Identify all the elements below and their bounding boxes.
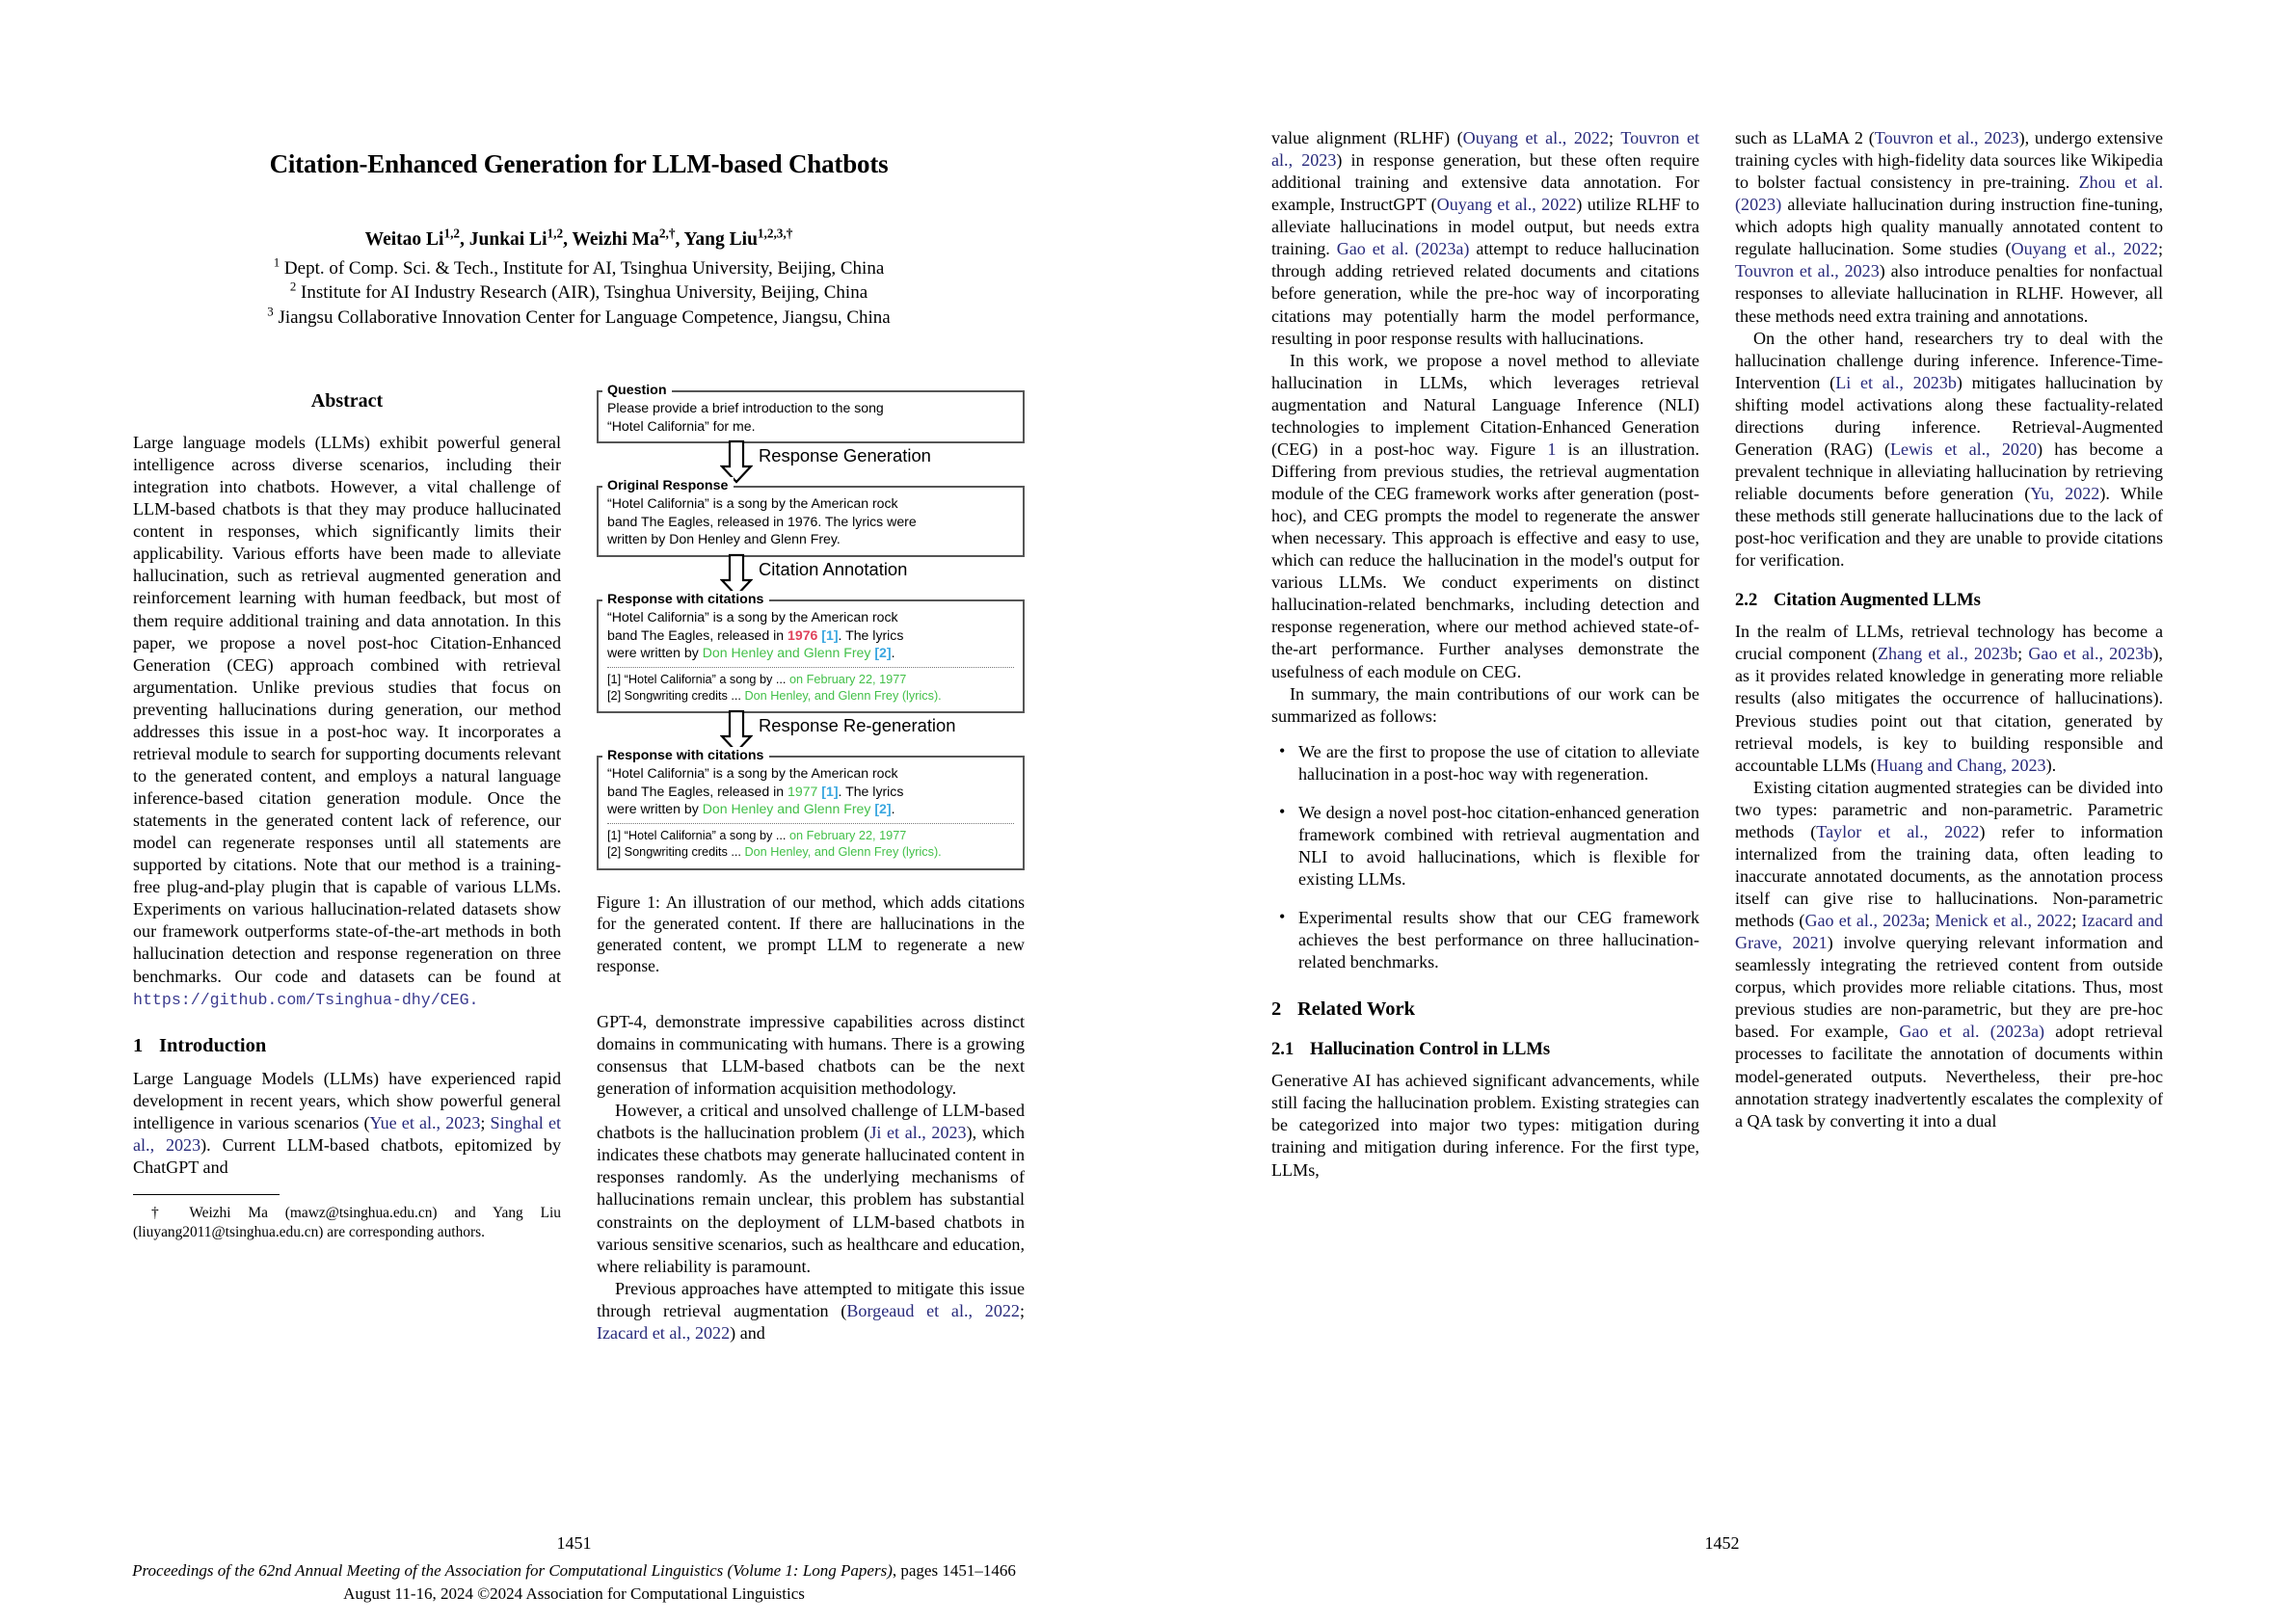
panel-divider	[607, 667, 1014, 668]
subsection-heading-citation-augmented-llms: 2.2 Citation Augmented LLMs	[1735, 590, 1981, 611]
citation-link[interactable]: Gao et al., 2023b	[2028, 644, 2153, 664]
figure-panel-original-response	[597, 478, 1025, 557]
citation-marker-1: [1]	[821, 783, 839, 799]
corrected-year: 1977	[788, 783, 818, 799]
reference-line-1: [1] “Hotel California” a song by ... on February 22, 1977	[607, 829, 907, 843]
panel-tag-original-response: Original Response	[602, 477, 734, 495]
citation-link[interactable]: Ouyang et al., 2022	[2011, 239, 2158, 259]
affiliation-2: $^2$ Institute for AI Industry Research (AIR), Tsinghua University, Beijing, China	[289, 279, 868, 304]
citation-link[interactable]: Zhou et al. (2023)	[1735, 173, 2163, 215]
p2-c2-paragraph-1: such as LLaMA 2 (Touvron et al., 2023), undergo extensive training cycles with high-fidelity data sources like Wikipedia to bolster factual consistency in pre-training. Zhou et al. (2023) alleviate hallucination during instruction fine-tuning, which adopts high quality manually annotated content to regulate hallucination. Some studies (Ouyang et al., 2022; Touvron et al., 2023) also introduce penalties for nonfactual responses to alleviate hallucination in RLHF. However, all these methods need extra training and annotations.	[1735, 128, 2163, 326]
citation-link[interactable]: Singhal et al., 2023	[133, 1112, 562, 1155]
p2-c2-paragraph-3: In the realm of LLMs, retrieval technology has become a crucial component (Zhang et al., 2023b; Gao et al., 2023b), as it provides related knowledge in generating more reliable results (also mitigates the occurrence of hallucinations). Previous studies point out that citation, generated by retrieval models, is key to building responsible and accountable LLMs (Huang and Chang, 2023).	[1735, 622, 2163, 775]
reference-line-1: [1] “Hotel California” a song by ... on February 22, 1977	[607, 672, 907, 686]
citation-link[interactable]: Ouyang et al., 2022	[1462, 128, 1610, 147]
cited-resp-line-2: band The Eagles, released in 1976 [1]. The lyrics	[607, 626, 904, 643]
citation-link[interactable]: Huang and Chang, 2023	[1876, 755, 2046, 775]
flow-label-response-generation: Response Generation	[759, 445, 931, 466]
citation-marker-2: [2]	[874, 801, 892, 817]
bullet-icon: •	[1279, 907, 1286, 927]
regen-resp-line-2: band The Eagles, released in 1977 [1]. The lyrics	[607, 783, 904, 799]
figure-panel-response-with-citations-after	[597, 748, 1025, 869]
column-left	[133, 390, 561, 1344]
citation-link[interactable]: Menick et al., 2022	[1935, 911, 2072, 931]
citation-link[interactable]: Ji et al., 2023	[869, 1123, 967, 1143]
citation-link[interactable]: Lewis et al., 2020	[1890, 439, 2038, 459]
paper-header	[133, 0, 1025, 330]
list-item: • Experimental results show that our CEG framework achieves the best performance on three hallucination-related benchmarks.	[1279, 907, 1699, 972]
subsection-heading-hallucination-control: 2.1 Hallucination Control in LLMs	[1271, 1039, 1551, 1060]
column-left	[1271, 127, 1699, 1182]
citation-link[interactable]: Touvron et al., 2023	[1271, 128, 1700, 171]
citation-link[interactable]: Touvron et al., 2023	[1735, 261, 1880, 281]
proceedings-line-2: August 11-16, 2024 ©2024 Association for Computational Linguistics	[343, 1583, 805, 1603]
section-heading-related-work: 2 Related Work	[1271, 998, 1416, 1021]
abstract-heading: Abstract	[310, 390, 384, 412]
page-1452-columns	[1271, 127, 2163, 1182]
regen-resp-line-3: were written by Don Henley and Glenn Frey [2].	[607, 801, 895, 817]
list-item: • We design a novel post-hoc citation-enhanced generation framework combined with retrieval augmentation and NLI to avoid hallucinations, which is flexible for existing LLMs.	[1279, 801, 1699, 889]
panel-tag-response-with-citations: Response with citations	[602, 591, 769, 609]
citation-link[interactable]: Zhang et al., 2023b	[1878, 644, 2018, 664]
spacer	[597, 976, 1025, 990]
citation-link[interactable]: Ouyang et al., 2022	[1436, 195, 1577, 215]
figure-reference-link[interactable]: 1	[1547, 439, 1557, 459]
orig-resp-line-3: written by Don Henley and Glenn Frey.	[607, 531, 841, 547]
orig-resp-line-1: “Hotel California” is a song by the American rock	[607, 495, 898, 512]
citation-link[interactable]: Gao et al., 2023a	[1804, 911, 1926, 931]
panel-tag-response-with-citations-2: Response with citations	[602, 747, 769, 765]
citation-marker-2: [2]	[874, 645, 892, 661]
p2-c2-paragraph-4: Existing citation augmented strategies can be divided into two types: parametric and non-parametric. Parametric methods (Taylor et al., 2022) refer to information internalized from the training data, often leading to inaccurate annotated documents, as the annotation process itself can give rise to hallucinations. Non-parametric methods (Gao et al., 2023a; Menick et al., 2022; Izacard and Grave, 2021) involve querying relevant information and seamlessly integrating the retrieved content from outside corpus, which provides more reliable citations. Thus, most previous studies are non-parametric, but they are pre-hoc based. For example, Gao et al. (2023a) adopt retrieval processes to facilitate the annotation of documents within model-generated outputs. Nevertheless, their pre-hoc annotation strategy inadvertently escalates the complexity of a QA task by converting it into a dual	[1735, 777, 2163, 1131]
figure-caption: Figure 1: An illustration of our method, which adds citations for the generated content. If there are hallucinations in the generated content, we prompt LLM to regenerate a new response.	[597, 891, 1025, 975]
citation-link[interactable]: Taylor et al., 2022	[1816, 821, 1980, 841]
bullet-icon: •	[1279, 740, 1286, 760]
figure-panel-response-with-citations-before	[597, 591, 1025, 713]
proceedings-line-1: Proceedings of the 62nd Annual Meeting of the Association for Computational Linguistics (Volume 1: Long Papers), pages 1451–1466	[132, 1560, 1016, 1580]
cited-resp-line-3: were written by Don Henley and Glenn Frey [2].	[607, 645, 895, 661]
citation-link[interactable]: Yu, 2022	[2030, 484, 2100, 503]
footnote-block	[133, 1194, 561, 1241]
citation-link[interactable]: Gao et al. (2023a)	[1336, 239, 1470, 259]
footnote-text: † Weizhi Ma (mawz@tsinghua.edu.cn) and Yang Liu (liuyang2011@tsinghua.edu.cn) are corresponding authors.	[133, 1205, 561, 1240]
citation-link[interactable]: Gao et al. (2023a)	[1899, 1022, 2045, 1042]
reference-line-2: [2] Songwriting credits ... Don Henley, and Glenn Frey (lyrics).	[607, 689, 942, 704]
abstract-text: Large language models (LLMs) exhibit powerful general intelligence across diverse scenarios, including their integration into chatbots. However, a vital challenge of LLM-based chatbots is that they may produce hallucinated content in responses, which significantly limits their applicability. Various efforts have been made to alleviate hallucination, such as retrieval augmented generation and reinforcement learning with human feedback, but most of them require additional training and data annotation. In this paper, we propose a novel post-hoc Citation-Enhanced Generation (CEG) approach combined with retrieval argumentation. Unlike previous studies that focus on preventing hallucinations during generation, our method addresses this issue in a post-hoc way. It incorporates a retrieval module to search for supporting documents relevant to the generated content, and employs a natural language inference-based citation generation module. Once the statements in the generated content lack of reference, our model can regenerate responses until all statements are supported by citations. Note that our method is a training-free plug-and-play plugin that is capable of various LLMs. Experiments on various hallucination-related datasets show our framework outperforms state-of-the-art methods in both hallucination detection and response regeneration on three benchmarks. Our code and datasets can be found at https://github.com/Tsinghua-dhy/CEG.	[133, 433, 561, 1009]
contributions-list	[1271, 741, 1699, 974]
citation-link[interactable]: Borgeaud et al., 2022	[846, 1300, 1020, 1320]
col2-paragraph-2: However, a critical and unsolved challenge of LLM-based chatbots is the hallucination problem (Ji et al., 2023), which indicates these chatbots may generate hallucinated content in responses randomly. As the underlying mechanisms of hallucinations remain unclear, this problem has substantial constraints on the deployment of LLM-based chatbots in various sensitive scenarios, such as healthcare and education, where reliability is paramount.	[597, 1101, 1025, 1276]
page-number-left: 1451	[556, 1533, 592, 1553]
affiliation-1: $^1$ Dept. of Comp. Sci. & Tech., Institute for AI, Tsinghua University, Beijing, China	[273, 254, 885, 279]
citation-link[interactable]: Izacard and Grave, 2021	[1735, 911, 2163, 953]
list-item: • We are the first to propose the use of citation to alleviate hallucination in a post-hoc way with regeneration.	[1279, 740, 1699, 784]
proceedings-footer	[0, 1559, 1148, 1606]
panel-divider	[607, 823, 1014, 824]
code-url-link[interactable]: https://github.com/Tsinghua-dhy/CEG.	[133, 990, 479, 1009]
affiliation-3: $^3$ Jiangsu Collaborative Innovation Center for Language Competence, Jiangsu, China	[267, 304, 891, 328]
p2-c2-paragraph-2: On the other hand, researchers try to deal with the hallucination challenge during inference. Inference-Time-Intervention (Li et al., 2023b) mitigates hallucination by shifting model activations along these factuality-related directions during inference. Retrieval-Augmented Generation (RAG) (Lewis et al., 2020) has become a prevalent technique in alleviating hallucination by retrieving reliable documents before generation (Yu, 2022). While these methods still generate hallucinations due to the lack of post-hoc verification and they are unable to provide citations for verification.	[1735, 328, 2164, 571]
bullet-icon: •	[1279, 801, 1286, 821]
supported-span: Don Henley and Glenn Frey	[702, 645, 871, 661]
p2-c1-paragraph-3: In summary, the main contributions of our work can be summarized as follows:	[1271, 683, 1699, 726]
author-list: Weitao Li$^{1,2}$, Junkai Li$^{1,2}$, Weizhi $Ma^{2,\dagger}$, Yang Liu$^{1,2,3,\dagger}$	[364, 226, 793, 250]
column-right	[1735, 127, 2163, 1182]
citation-link[interactable]: Li et al., 2023b	[1835, 372, 1957, 392]
regen-resp-line-1: “Hotel California” is a song by the American rock	[607, 765, 898, 782]
col2-paragraph-3: Previous approaches have attempted to mitigate this issue through retrieval augmentation (Borgeaud et al., 2022; Izacard et al., 2022) and	[597, 1278, 1026, 1343]
col2-paragraph-1: GPT-4, demonstrate impressive capabilities across distinct domains in communicating with humans. There is a growing consensus that LLM-based chatbots can be the next generation of information acquisition methodology.	[597, 1011, 1025, 1099]
figure-panel-question	[597, 383, 1025, 443]
p2-c1-paragraph-4: Generative AI has achieved significant advancements, while still facing the hallucination problem. Existing strategies can be categorized into major two types: mitigation during training and mitigation during inference. For the first type, LLMs,	[1271, 1071, 1699, 1180]
p2-c1-paragraph-1: value alignment (RLHF) (Ouyang et al., 2022; Touvron et al., 2023) in response generation, but these often require additional training and extensive data annotation. For example, InstructGPT (Ouyang et al., 2022) utilize RLHF to alleviate hallucinations in model output, but needs extra training. Gao et al. (2023a) attempt to reduce hallucination through adding retrieved related documents and citations before generation, while the pre-hoc way of incorporating citations may potentially harm the model performance, resulting in poor response results with hallucinations.	[1271, 128, 1700, 348]
supported-span: Don Henley and Glenn Frey	[702, 801, 871, 817]
question-line-1: Please provide a brief introduction to the song	[607, 400, 884, 415]
hallucinated-year: 1976	[788, 626, 818, 643]
orig-resp-line-2: band The Eagles, released in 1976. The lyrics were	[607, 513, 917, 529]
flow-label-response-regeneration: Response Re-generation	[759, 715, 956, 736]
citation-link[interactable]: Touvron et al., 2023	[1874, 128, 2019, 147]
page-1451-columns	[133, 383, 1026, 1344]
flow-label-citation-annotation: Citation Annotation	[759, 558, 908, 579]
page-1452	[1148, 0, 2296, 1623]
figure-1	[597, 383, 1025, 870]
section-heading-introduction: 1 Introduction	[133, 1034, 267, 1056]
citation-marker-1: [1]	[821, 626, 839, 643]
page-title: Citation-Enhanced Generation for LLM-based Chatbots	[269, 149, 889, 178]
reference-line-2: [2] Songwriting credits ... Don Henley, and Glenn Frey (lyrics).	[607, 845, 942, 860]
citation-link[interactable]: Yue et al., 2023	[369, 1112, 481, 1132]
p2-c1-paragraph-2: In this work, we propose a novel method to alleviate hallucination in LLMs, which leverages retrieval augmentation and Natural Language Inference (NLI) technologies to implement Citation-Enhanced Generation (CEG) in a post-hoc way. Figure 1 is an illustration. Differing from previous studies, the retrieval augmentation module of the CEG framework works after generation (post-hoc), and CEG prompts the model to regenerate the answer when necessary. This approach is effective and easy to use, which can reduce the hallucination in the model's output for various LLMs. We conduct experiments on distinct hallucination-related benchmarks, including detection and response regeneration, where our method achieved state-of-the-art performance. Further analyses demonstrate the usefulness of each module on CEG.	[1271, 350, 1700, 681]
cited-resp-line-1: “Hotel California” is a song by the American rock	[607, 608, 898, 625]
page-number-right: 1452	[1704, 1533, 1740, 1553]
question-line-2: “Hotel California” for me.	[607, 417, 756, 434]
intro-paragraph-1: Large Language Models (LLMs) have experienced rapid development in recent years, which show powerful general intelligence in various scenarios (Yue et al., 2023; Singhal et al., 2023). Current LLM-based chatbots, epitomized by ChatGPT and	[133, 1068, 562, 1177]
footnote-rule	[133, 1194, 280, 1195]
panel-tag-question: Question	[602, 382, 672, 400]
column-right	[597, 383, 1026, 1344]
citation-link[interactable]: Izacard et al., 2022	[597, 1322, 731, 1343]
